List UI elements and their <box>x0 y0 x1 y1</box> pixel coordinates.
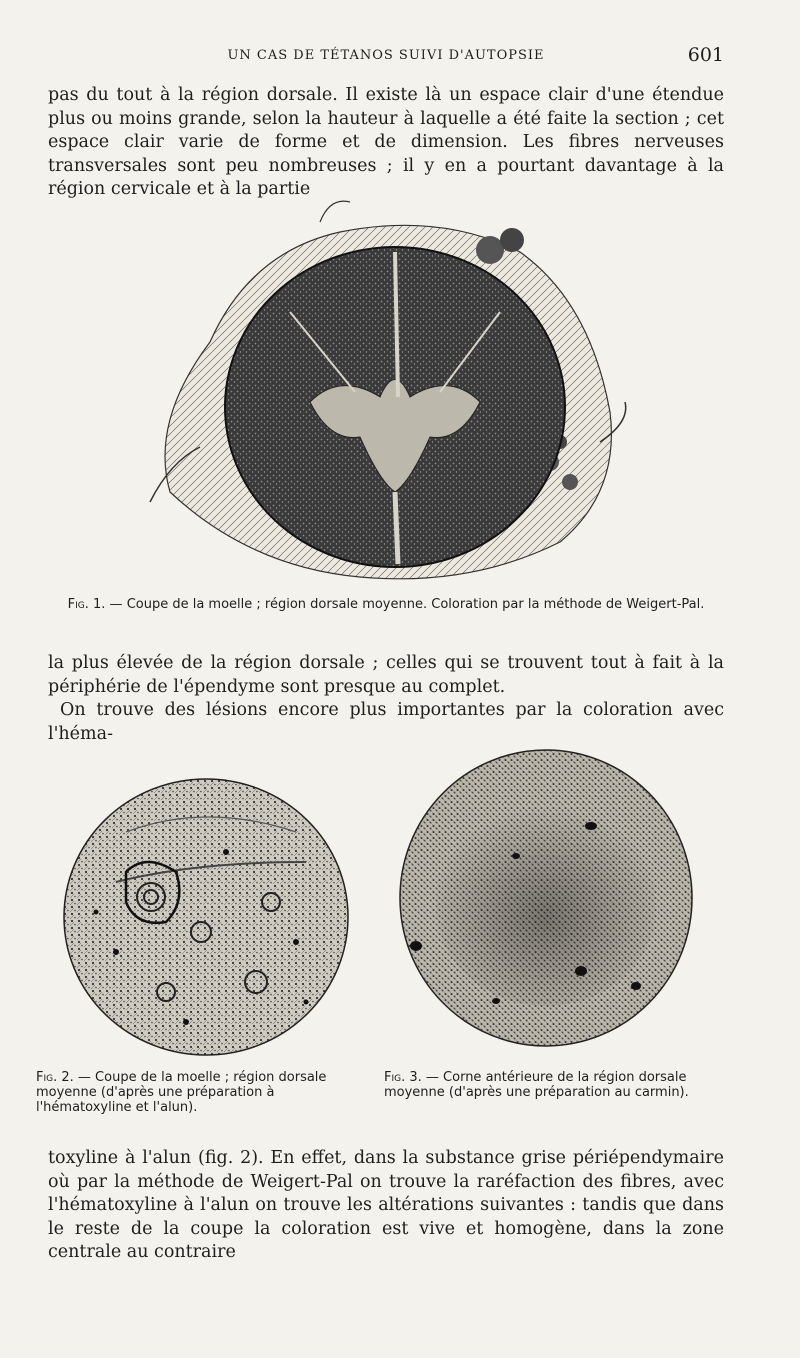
paragraph-middle-text-1: la plus élevée de la région dorsale ; celles qui se trouvent tout à fait à la périphérie de l'épendyme sont presque au complet. <box>48 653 724 697</box>
figure-1-text: Coupe de la moelle ; région dorsale moyenne. Coloration par la méthode de Weigert-Pal. <box>126 597 705 612</box>
figure-3-image <box>396 746 696 1050</box>
paragraph-bottom <box>48 1147 724 1265</box>
figure-1-caption <box>48 597 724 612</box>
figure-3-text: Corne antérieure de la région dorsale moyenne (d'après une préparation au carmin). <box>384 1070 689 1100</box>
paragraph-middle-text-2: On trouve des lésions encore plus importantes par la coloration avec l'héma- <box>48 700 724 744</box>
figure-2-caption <box>36 1070 366 1115</box>
paragraph-top <box>48 84 724 202</box>
page-number: 601 <box>687 44 724 66</box>
running-title: UN CAS DE TÉTANOS SUIVI D'AUTOPSIE <box>227 48 545 63</box>
paragraph-top-text: pas du tout à la région dorsale. Il existe là un espace clair d'une étendue plus ou moins grande, selon la hauteur à laquelle a été faite la section ; cet espace clair varie de forme et de dimension. Les fibres nerveuses transversales sont peu nombreuses ; il y en a pourtant davantage à la région cervicale et à la partie <box>48 85 724 199</box>
figure-2-text: Coupe de la moelle ; région dorsale moyenne (d'après une préparation à l'hématoxyline et l'alun). <box>36 1070 327 1115</box>
paragraph-middle <box>48 652 724 746</box>
figure-2-image <box>56 772 356 1062</box>
paragraph-bottom-text: toxyline à l'alun (fig. 2). En effet, dans la substance grise périépendymaire où par la méthode de Weigert-Pal on trouve la raréfaction des fibres, avec l'hématoxyline à l'alun on trouve les altérations suivantes : tandis que dans le reste de la coupe la coloration est vive et homogène, dans la zone centrale au contraire <box>48 1148 724 1262</box>
figure-1-image <box>140 192 640 587</box>
figure-3-label: Fig. 3. — <box>384 1070 439 1085</box>
running-head <box>48 44 724 70</box>
figure-1-label: Fig. 1. — <box>67 597 123 612</box>
figure-2-label: Fig. 2. — <box>36 1070 91 1085</box>
figure-3-caption <box>384 1070 714 1100</box>
